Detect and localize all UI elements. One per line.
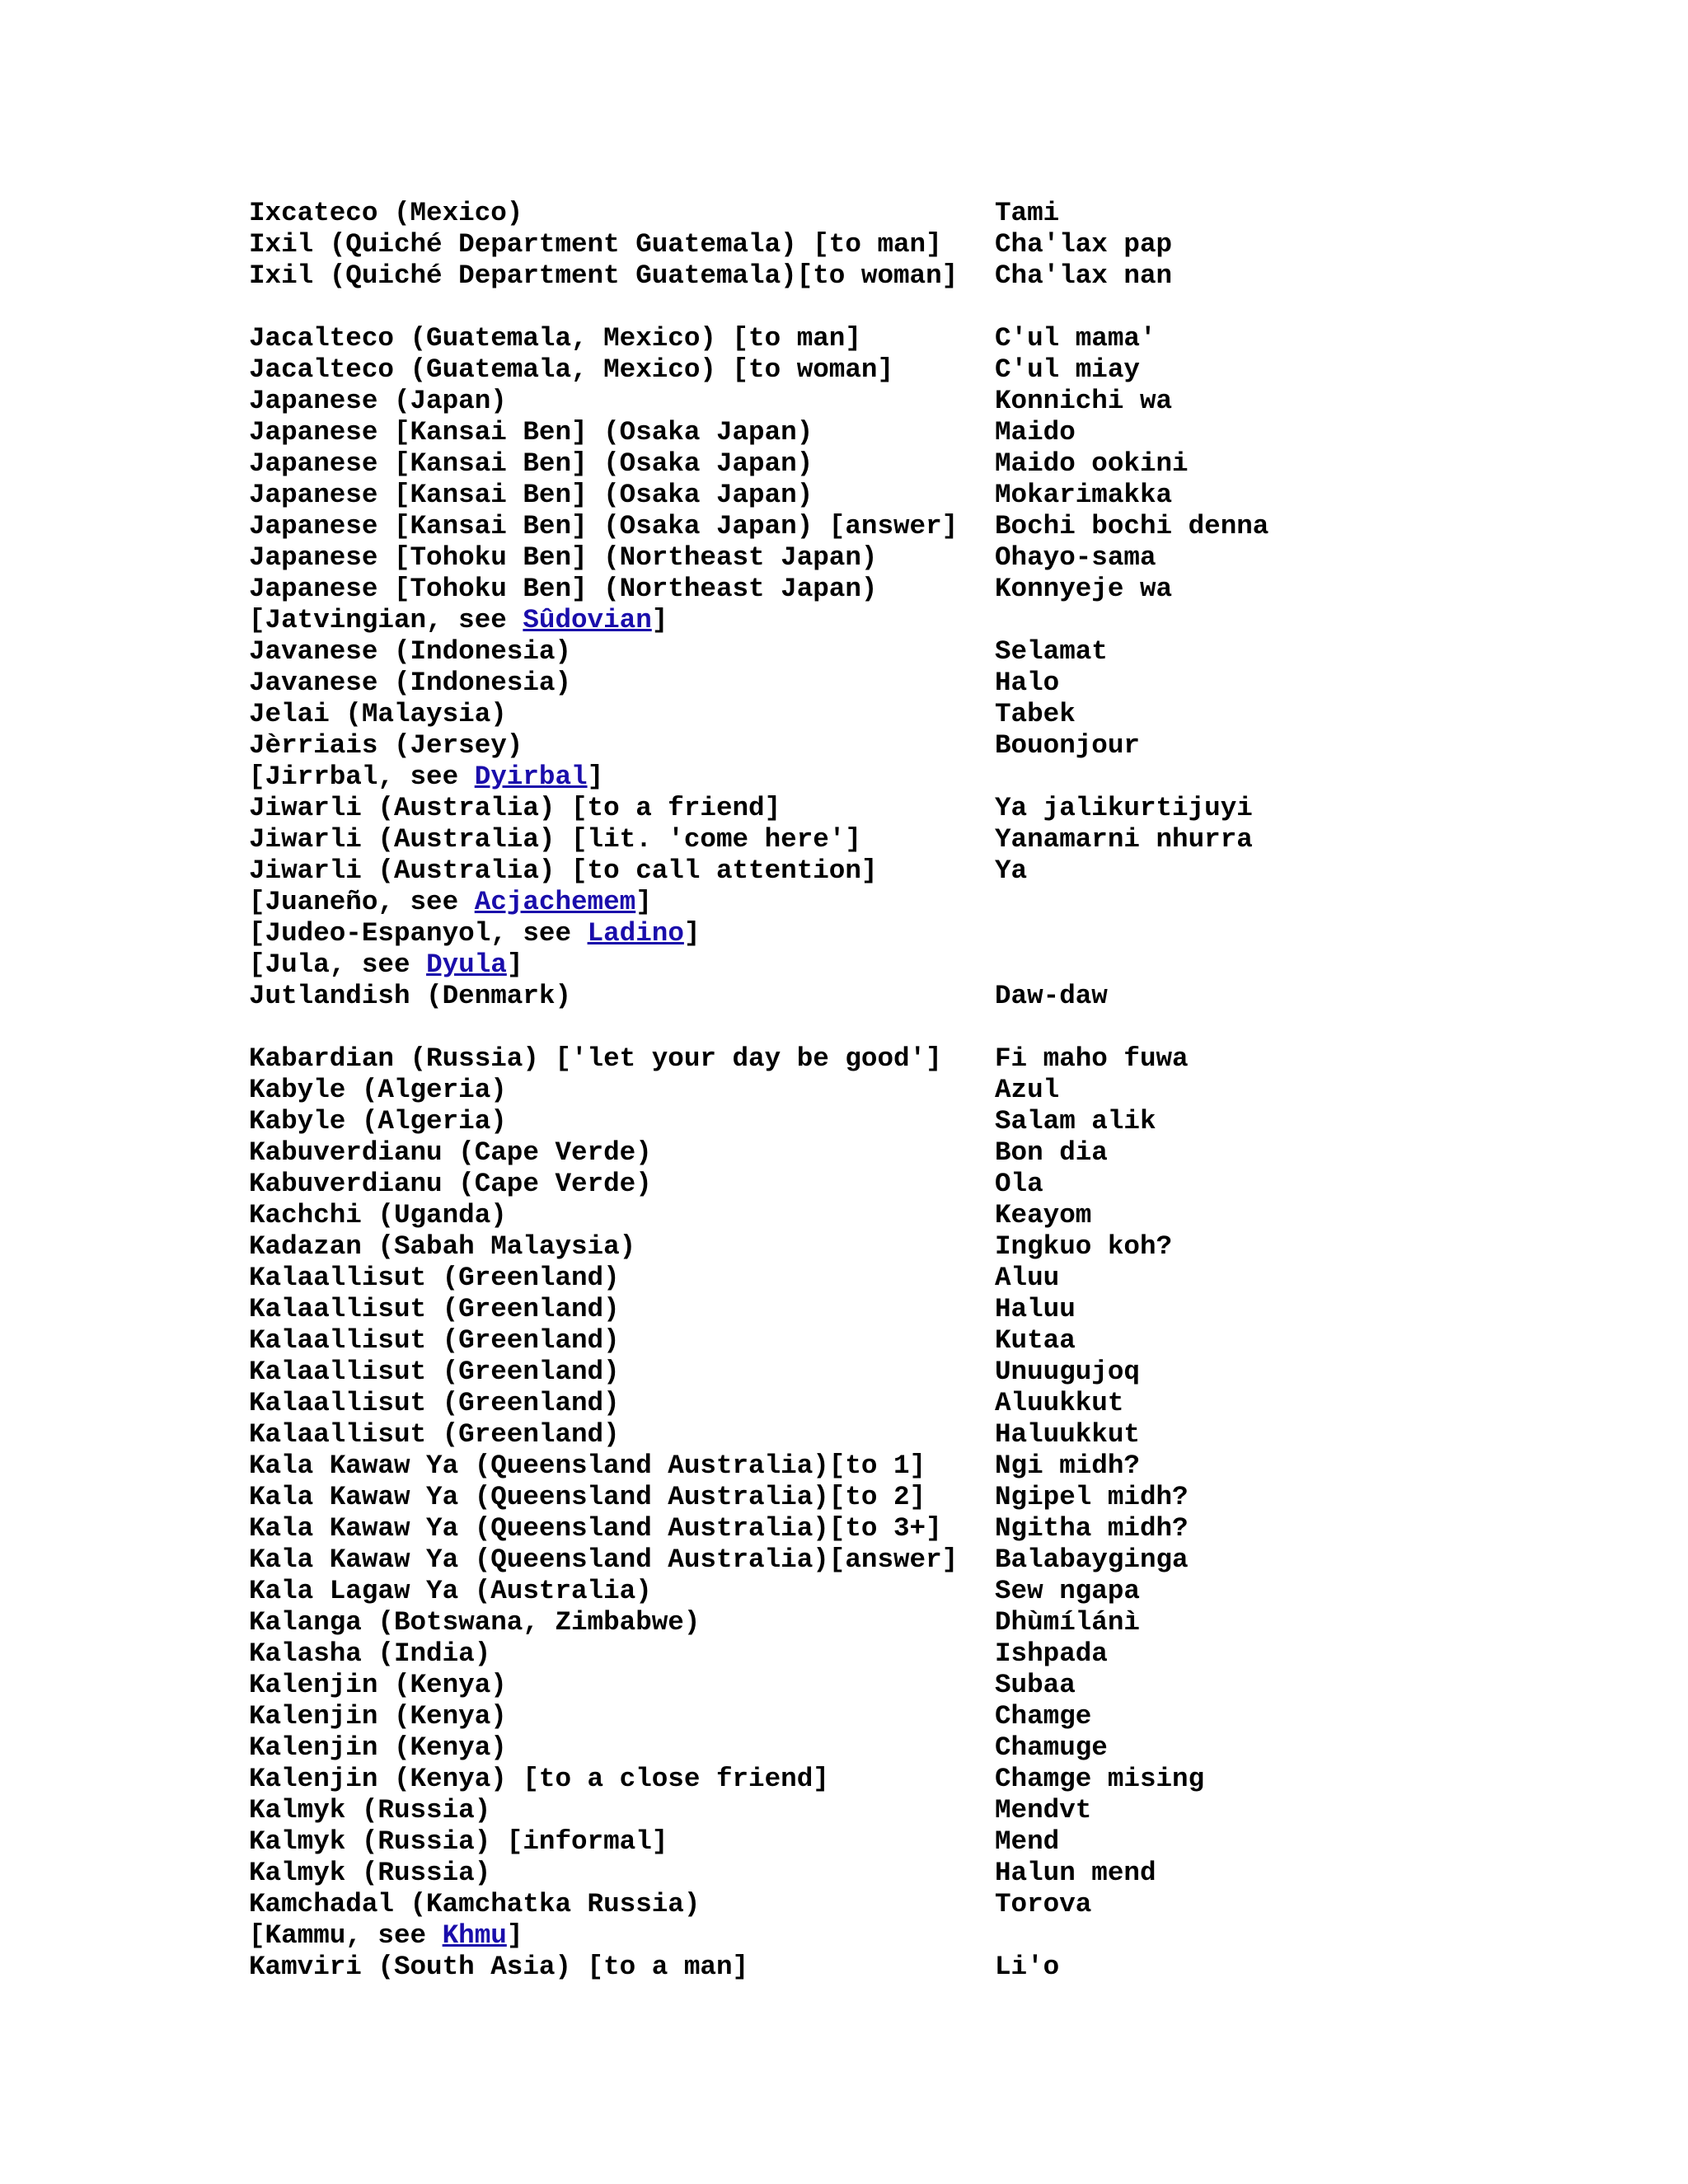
entry-row [249, 1576, 1568, 1607]
greeting-text: Balabayginga [995, 1544, 1189, 1575]
cross-reference [249, 949, 523, 980]
greeting-text: Ngitha midh? [995, 1513, 1189, 1544]
greeting-text: Haluukkut [995, 1419, 1140, 1450]
language-name: Kabuverdianu (Cape Verde) [249, 1137, 652, 1168]
cross-reference [249, 1920, 523, 1951]
cross-reference [249, 887, 652, 917]
entry-row [249, 1169, 1568, 1200]
entry-row [249, 480, 1568, 511]
entry-row [249, 730, 1568, 762]
xref-prefix: [Kammu, see [249, 1920, 443, 1951]
greeting-text: Halo [995, 668, 1060, 698]
entry-row [249, 824, 1568, 855]
language-name: Jiwarli (Australia) [to a friend] [249, 793, 781, 823]
entry-row [249, 1357, 1568, 1388]
greeting-text: Ya [995, 855, 1028, 886]
entry-row [249, 1106, 1568, 1137]
entry-row [249, 1732, 1568, 1764]
entry-row [249, 1482, 1568, 1513]
cross-reference [249, 605, 668, 635]
language-name: Jiwarli (Australia) [lit. 'come here'] [249, 824, 861, 855]
blank-line [249, 292, 1568, 323]
greeting-text: Daw-daw [995, 981, 1108, 1011]
language-name: Kachchi (Uganda) [249, 1200, 507, 1230]
language-name: Kamchadal (Kamchatka Russia) [249, 1889, 701, 1919]
xref-suffix: ] [587, 762, 604, 792]
language-name: Jutlandish (Denmark) [249, 981, 572, 1011]
entry-row [249, 1670, 1568, 1701]
entry-row [249, 1701, 1568, 1732]
greeting-text: C'ul mama' [995, 323, 1156, 354]
xref-prefix: [Judeo-Espanyol, see [249, 918, 588, 949]
cross-reference [249, 918, 700, 949]
language-name: Kala Kawaw Ya (Queensland Australia)[answer] [249, 1544, 959, 1575]
xref-suffix: ] [635, 887, 652, 917]
greeting-text: Ngi midh? [995, 1451, 1140, 1481]
entry-row [249, 1451, 1568, 1482]
xref-suffix: ] [651, 605, 668, 635]
language-name: Japanese [Kansai Ben] (Osaka Japan) [answer] [249, 511, 959, 541]
entry-row [249, 1137, 1568, 1169]
greeting-text: C'ul miay [995, 354, 1140, 385]
greeting-text: Konnichi wa [995, 386, 1173, 416]
language-name: Kalenjin (Kenya) [to a close friend] [249, 1764, 829, 1794]
entry-row [249, 1889, 1568, 1920]
language-name: Japanese [Kansai Ben] (Osaka Japan) [249, 480, 814, 510]
language-name: Japanese [Tohoku Ben] (Northeast Japan) [249, 574, 878, 604]
greeting-text: Mend [995, 1826, 1060, 1857]
entry-row [249, 1325, 1568, 1357]
cross-reference-row [249, 918, 1568, 949]
entry-row [249, 981, 1568, 1012]
entry-row [249, 1294, 1568, 1325]
cross-reference-row [249, 605, 1568, 636]
language-name: Kalaallisut (Greenland) [249, 1357, 620, 1387]
language-name: Kala Lagaw Ya (Australia) [249, 1576, 652, 1606]
entry-row [249, 1544, 1568, 1576]
entry-row [249, 699, 1568, 730]
greeting-text: Ola [995, 1169, 1043, 1199]
language-name: Kabuverdianu (Cape Verde) [249, 1169, 652, 1199]
greeting-text: Selamat [995, 636, 1108, 667]
greeting-text: Sew ngapa [995, 1576, 1140, 1606]
entry-row [249, 198, 1568, 229]
language-name: Kalaallisut (Greenland) [249, 1419, 620, 1450]
greeting-text: Maido [995, 417, 1076, 448]
greeting-text: Ngipel midh? [995, 1482, 1189, 1512]
language-name: Kamviri (South Asia) [to a man] [249, 1952, 749, 1982]
language-name: Ixcateco (Mexico) [249, 198, 523, 228]
language-name: Javanese (Indonesia) [249, 636, 572, 667]
xref-prefix: [Jirrbal, see [249, 762, 475, 792]
greeting-text: Cha'lax pap [995, 229, 1173, 260]
greeting-text: Konnyeje wa [995, 574, 1173, 604]
cross-reference-row [249, 949, 1568, 981]
greeting-text: Cha'lax nan [995, 260, 1173, 291]
greeting-text: Azul [995, 1075, 1060, 1105]
entry-row [249, 417, 1568, 448]
entry-row [249, 1858, 1568, 1889]
greeting-text: Mokarimakka [995, 480, 1173, 510]
entry-row [249, 448, 1568, 480]
greeting-text: Aluu [995, 1263, 1060, 1293]
language-name: Kalaallisut (Greenland) [249, 1325, 620, 1356]
xref-suffix: ] [683, 918, 701, 949]
greeting-text: Ingkuo koh? [995, 1231, 1173, 1262]
entry-row [249, 793, 1568, 824]
entry-row [249, 511, 1568, 542]
entry-row [249, 1231, 1568, 1263]
entry-row [249, 1607, 1568, 1638]
cross-reference-row [249, 887, 1568, 918]
language-name: Kalaallisut (Greenland) [249, 1388, 620, 1418]
entry-row [249, 1638, 1568, 1670]
language-name: Ixil (Quiché Department Guatemala) [to man] [249, 229, 942, 260]
language-name: Jèrriais (Jersey) [249, 730, 523, 761]
greeting-text: Keayom [995, 1200, 1092, 1230]
entry-row [249, 1513, 1568, 1544]
entry-row [249, 1795, 1568, 1826]
language-name: Kalmyk (Russia) [informal] [249, 1826, 668, 1857]
language-name: Jiwarli (Australia) [to call attention] [249, 855, 878, 886]
language-name: Japanese [Kansai Ben] (Osaka Japan) [249, 417, 814, 448]
greetings-list [249, 198, 1568, 1983]
language-name: Kalenjin (Kenya) [249, 1670, 507, 1700]
entry-row [249, 354, 1568, 386]
greeting-text: Dhùmílánì [995, 1607, 1140, 1638]
greeting-text: Chamuge [995, 1732, 1108, 1763]
xref-prefix: [Jula, see [249, 949, 427, 980]
entry-row [249, 1952, 1568, 1983]
language-name: Kalaallisut (Greenland) [249, 1263, 620, 1293]
entry-row [249, 1764, 1568, 1795]
xref-link[interactable]: Dyula [426, 949, 507, 980]
entry-row [249, 1419, 1568, 1451]
xref-link[interactable]: Khmu [442, 1920, 507, 1951]
xref-link[interactable]: Sûdovian [523, 605, 652, 635]
language-name: Kabyle (Algeria) [249, 1075, 507, 1105]
language-name: Japanese [Kansai Ben] (Osaka Japan) [249, 448, 814, 479]
greeting-text: Chamge mising [995, 1764, 1205, 1794]
xref-prefix: [Juaneño, see [249, 887, 475, 917]
entry-row [249, 323, 1568, 354]
greeting-text: Mendvt [995, 1795, 1092, 1825]
language-name: Javanese (Indonesia) [249, 668, 572, 698]
greeting-text: Maido ookini [995, 448, 1189, 479]
greeting-text: Kutaa [995, 1325, 1076, 1356]
language-name: Jelai (Malaysia) [249, 699, 507, 729]
entry-row [249, 386, 1568, 417]
language-name: Kabyle (Algeria) [249, 1106, 507, 1137]
greeting-text: Salam alik [995, 1106, 1156, 1137]
entry-row [249, 636, 1568, 668]
xref-link[interactable]: Acjachemem [474, 887, 636, 917]
cross-reference [249, 762, 603, 792]
language-name: Jacalteco (Guatemala, Mexico) [to man] [249, 323, 861, 354]
greeting-text: Subaa [995, 1670, 1076, 1700]
xref-link[interactable]: Dyirbal [474, 762, 588, 792]
entry-row [249, 1826, 1568, 1858]
xref-prefix: [Jatvingian, see [249, 605, 523, 635]
greeting-text: Yanamarni nhurra [995, 824, 1253, 855]
greeting-text: Bouonjour [995, 730, 1140, 761]
language-name: Kala Kawaw Ya (Queensland Australia)[to 3+] [249, 1513, 942, 1544]
greeting-text: Torova [995, 1889, 1092, 1919]
language-name: Jacalteco (Guatemala, Mexico) [to woman] [249, 354, 894, 385]
entry-row [249, 229, 1568, 260]
language-name: Japanese (Japan) [249, 386, 507, 416]
greeting-text: Aluukkut [995, 1388, 1124, 1418]
xref-suffix: ] [506, 1920, 523, 1951]
language-name: Kalasha (India) [249, 1638, 491, 1669]
language-name: Kalaallisut (Greenland) [249, 1294, 620, 1324]
entry-row [249, 855, 1568, 887]
entry-row [249, 1075, 1568, 1106]
language-name: Kalmyk (Russia) [249, 1795, 491, 1825]
greeting-text: Unuugujoq [995, 1357, 1140, 1387]
xref-link[interactable]: Ladino [587, 918, 684, 949]
language-name: Kalmyk (Russia) [249, 1858, 491, 1888]
xref-suffix: ] [506, 949, 523, 980]
greeting-text: Tami [995, 198, 1060, 228]
greeting-text: Ya jalikurtijuyi [995, 793, 1253, 823]
greeting-text: Ishpada [995, 1638, 1108, 1669]
entry-row [249, 1043, 1568, 1075]
entry-row [249, 1388, 1568, 1419]
greeting-text: Halun mend [995, 1858, 1156, 1888]
greeting-text: Li'o [995, 1952, 1060, 1982]
language-name: Kala Kawaw Ya (Queensland Australia)[to 1] [249, 1451, 926, 1481]
language-name: Japanese [Tohoku Ben] (Northeast Japan) [249, 542, 878, 573]
entry-row [249, 668, 1568, 699]
language-name: Kalanga (Botswana, Zimbabwe) [249, 1607, 701, 1638]
greeting-text: Haluu [995, 1294, 1076, 1324]
language-name: Kabardian (Russia) ['let your day be good'] [249, 1043, 942, 1074]
greeting-text: Fi maho fuwa [995, 1043, 1189, 1074]
cross-reference-row [249, 1920, 1568, 1952]
entry-row [249, 1263, 1568, 1294]
greeting-text: Bochi bochi denna [995, 511, 1269, 541]
language-name: Kala Kawaw Ya (Queensland Australia)[to 2] [249, 1482, 926, 1512]
language-name: Kalenjin (Kenya) [249, 1701, 507, 1732]
greeting-text: Ohayo-sama [995, 542, 1156, 573]
blank-line [249, 1012, 1568, 1043]
entry-row [249, 1200, 1568, 1231]
language-name: Kadazan (Sabah Malaysia) [249, 1231, 636, 1262]
language-name: Kalenjin (Kenya) [249, 1732, 507, 1763]
language-name: Ixil (Quiché Department Guatemala)[to woman] [249, 260, 959, 291]
cross-reference-row [249, 762, 1568, 793]
greeting-text: Chamge [995, 1701, 1092, 1732]
entry-row [249, 542, 1568, 574]
entry-row [249, 260, 1568, 292]
greeting-text: Bon dia [995, 1137, 1108, 1168]
entry-row [249, 574, 1568, 605]
greeting-text: Tabek [995, 699, 1076, 729]
